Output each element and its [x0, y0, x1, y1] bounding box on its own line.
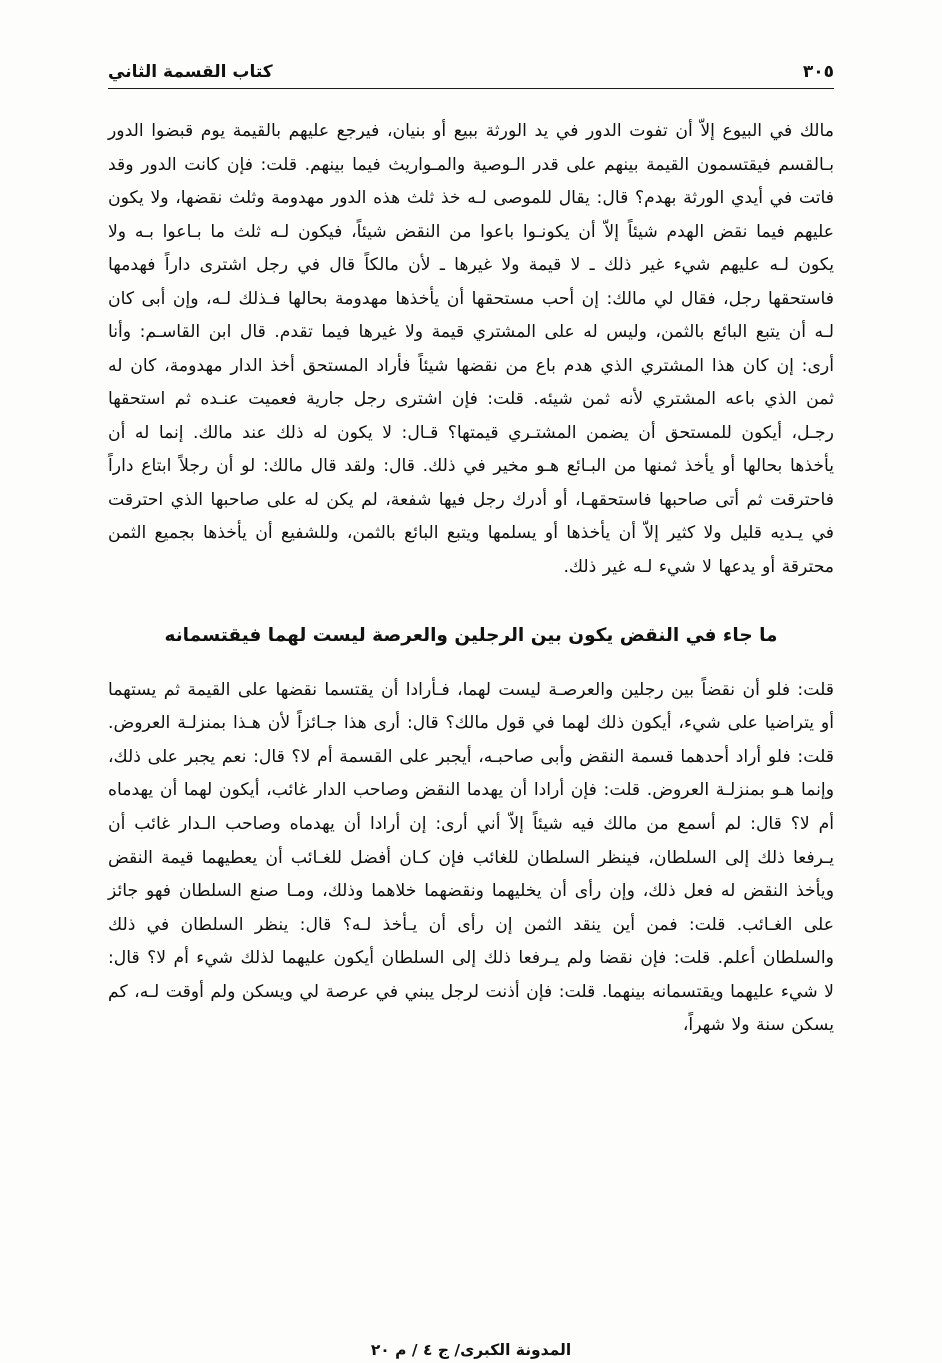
book-title: كتاب القسمة الثاني: [108, 62, 273, 82]
header-divider: [108, 88, 834, 89]
page-number: ٣٠٥: [802, 62, 834, 82]
page-header: [108, 62, 834, 88]
footer-source: المدونة الكبرى/ ج ٤ / م ٢٠: [370, 1341, 572, 1359]
page-content: [108, 62, 834, 1313]
section-heading: ما جاء في النقض يكون بين الرجلين والعرصة ليست لهما فيقتسمانه: [164, 625, 778, 647]
body-paragraph-1: مالك في البيوع إلاّ أن تفوت الدور في يد الورثة ببيع أو بنيان، فيرجع عليهم بالقيمة يوم قبضوا الدور بـالقسم فيقتسمون القيمة بينهم على قدر الـوصية والمـواريث فيما بينهم. قلت: فإن كانت الدور وقد فاتت في أيدي الورثة بهدم؟ قال: يقال للموصى لـه خذ ثلث هذه الدور مهدومة وثلث نقضها، ولا يكون عليهم فيما نقض الهدم شيئاً إلاّ أن يكونـوا باعوا من النقض شيئاً، فيكون لـه ثلث ما بـاعوا بـه ولا يكون لـه عليهم شيء غير ذلك ـ لا قيمة ولا غيرها ـ لأن مالكاً قال في رجل اشترى داراً فهدمها فاستحقها رجل، فقال لي مالك: إن أحب مستحقها أن يأخذها مهدومة بحالها فـذلك لـه، وإن أبى كان لـه أن يتبع البائع بالثمن، وليس له على المشتري قيمة ولا غيرها فيما تقدم. قال ابن القاسـم: وأنا أرى: إن كان هذا المشتري الذي هدم باع من نقضها شيئاً فأراد المستحق أخذ الدار مهدومة، كان له ثمن الذي باعه المشتري لأنه ثمن شيئه. قلت: فإن اشترى رجل جارية فعميت عنـده ثم استحقها رجـل، أيكون للمستحق أن يضمن المشتـري قيمتها؟ قـال: لا يكون له ذلك عند مالك. إنما له أن يأخذها بحالها أو يأخذ ثمنها من البـائع هـو مخير في ذلك. قال: ولقد قال مالك: لو أن رجلاً ابتاع داراً فاحترقت ثم أتى صاحبها فاستحقهـا، أو أدرك رجل فيها شفعة، لم يكن له على صاحبها الذي احترقت في يـديه قليل ولا كثير إلاّ أن يأخذها أو يسلمها ويتبع البائع بالثمن، وللشفيع أن يأخذها بجميع الثمن محترقة أو يدعها لا شيء لـه غير ذلك.: [108, 121, 834, 577]
body-paragraph-2: قلت: فلو أن نقضاً بين رجلين والعرصـة ليست لهما، فـأرادا أن يقتسما نقضها على القيمة ثم يستهما أو يتراضيا على شيء، أيكون ذلك لهما في قول مالك؟ قال: أرى هذا جـائزاً لأن هـذا بمنزلـة العروض. قلت: فلو أراد أحدهما قسمة النقض وأبى صاحبـه، أيجبر على القسمة أم لا؟ قال: نعم يجبر على ذلك، وإنما هـو بمنزلـة العروض. قلت: فإن أرادا أن يهدما النقض وصاحب الدار غائب، أيكون لهما أن يهدماه أم لا؟ قال: لم أسمع من مالك فيه شيئاً إلاّ أني أرى: إن أرادا أن يهدماه وصاحب الـدار غائب أن يـرفعا ذلك إلى السلطان، فينظر السلطان للغائب فإن كـان أفضل للغـائب أن يعطيهما قيمة النقض ويأخذ النقض له فعل ذلك، وإن رأى أن يخليهما ونقضهما خلاهما وذلك، ومـا صنع السلطان فهو جائز على الغـائب. قلت: فمن أين ينقد الثمن إن رأى أن يـأخذ لـه؟ قال: ينظر السلطان في ذلك والسلطان أعلم. قلت: فإن نقضا ولم يـرفعا ذلك إلى السلطان أيكون عليهما لذلك شيء أم لا؟ قال: لا شيء عليهما ويقتسمانه بينهما. قلت: فإن أذنت لرجل يبني في عرصة لي ويسكن ولم أوقت لـه، كم يسكن سنة ولا شهراً،: [108, 679, 834, 1036]
